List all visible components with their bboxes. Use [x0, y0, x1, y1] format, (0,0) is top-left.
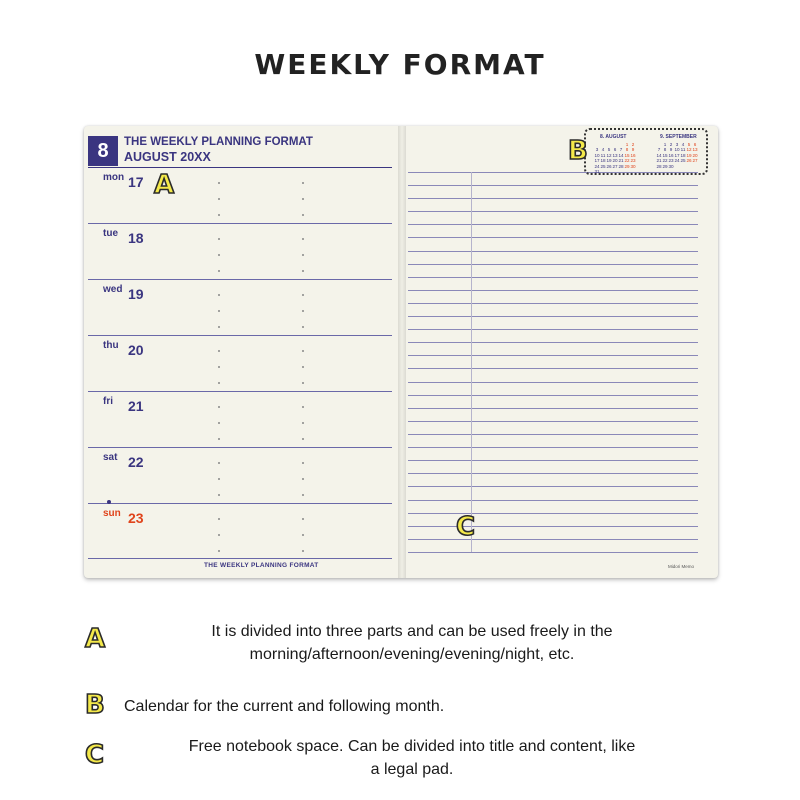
calendar-day: 22 — [662, 158, 668, 164]
time-dot — [218, 270, 220, 272]
calendar-day: 11 — [680, 147, 686, 153]
calendar-day: 23 — [668, 158, 674, 164]
calendar-day: 3 — [595, 147, 599, 153]
calendar-day: 1 — [663, 142, 667, 147]
planner-month-label: AUGUST 20XX — [124, 150, 211, 164]
calendar-grid-august — [594, 142, 636, 174]
calendar-day: 31 — [594, 169, 600, 175]
calendar-day: 7 — [657, 147, 661, 153]
time-dot — [218, 326, 220, 328]
footer-divider — [88, 558, 392, 559]
calendar-day: 18 — [600, 158, 606, 164]
time-dot — [302, 406, 304, 408]
legend-letter-b: B — [85, 690, 105, 720]
calendar-day: 9 — [669, 147, 673, 153]
time-dot — [218, 422, 220, 424]
time-dot — [302, 422, 304, 424]
calendar-day: 10 — [674, 147, 680, 153]
calendar-day: 3 — [675, 142, 679, 147]
day-name: mon — [103, 172, 125, 183]
ruled-line — [408, 382, 698, 383]
day-date: 20 — [128, 342, 144, 358]
ruled-line — [408, 368, 698, 369]
day-name: tue — [103, 228, 118, 239]
day-date: 18 — [128, 230, 144, 246]
notebook-spread — [84, 126, 718, 578]
day-date: 19 — [128, 286, 144, 302]
calendar-day: 5 — [607, 147, 611, 153]
time-dot — [302, 478, 304, 480]
time-dot — [302, 366, 304, 368]
calendar-day: 18 — [680, 152, 686, 158]
ruled-line — [408, 211, 698, 212]
legend-letter-a: A — [85, 624, 106, 654]
calendar-day: 1 — [625, 142, 629, 147]
ruled-line — [408, 421, 698, 422]
legend-text-b: Calendar for the current and following month. — [124, 698, 445, 715]
time-dot — [218, 366, 220, 368]
notebook-spine — [398, 126, 406, 578]
calendar-grid-september — [656, 142, 698, 169]
calendar-day: 29 — [662, 163, 668, 169]
calendar-day: 22 — [624, 158, 630, 164]
calendar-day: 17 — [674, 152, 680, 158]
day-date: 22 — [128, 454, 144, 470]
ruled-line — [408, 552, 698, 553]
time-dot — [218, 198, 220, 200]
time-dot — [218, 214, 220, 216]
calendar-day: 17 — [594, 158, 600, 164]
day-row-fri[interactable] — [88, 392, 392, 448]
day-row-mon[interactable] — [88, 168, 392, 224]
ruled-line — [408, 264, 698, 265]
calendar-day: 30 — [668, 163, 674, 169]
calendar-day: 15 — [624, 152, 630, 158]
time-dot — [218, 462, 220, 464]
calendar-day: 7 — [619, 147, 623, 153]
time-dot — [218, 238, 220, 240]
time-dot — [218, 550, 220, 552]
ruled-line — [408, 539, 698, 540]
day-date: 21 — [128, 398, 144, 414]
time-dot — [218, 310, 220, 312]
ruled-line — [408, 198, 698, 199]
calendar-day: 9 — [631, 147, 635, 153]
day-row-thu[interactable] — [88, 336, 392, 392]
legend-text-line: morning/afternoon/evening/evening/night, etc. — [249, 646, 575, 663]
calendar-day: 27 — [612, 163, 618, 169]
calendar-day: 13 — [692, 147, 698, 153]
time-dot — [218, 478, 220, 480]
time-dot — [218, 494, 220, 496]
time-dot — [302, 550, 304, 552]
ruled-line — [408, 460, 698, 461]
legend-text-c — [112, 735, 712, 781]
time-dot — [302, 494, 304, 496]
calendar-day: 24 — [674, 158, 680, 164]
marker-b: B — [568, 136, 588, 166]
time-dot — [302, 350, 304, 352]
calendar-day: 20 — [692, 152, 698, 158]
ruled-line — [408, 290, 698, 291]
time-dot — [218, 406, 220, 408]
calendar-day: 19 — [606, 158, 612, 164]
calendar-day: 19 — [686, 152, 692, 158]
holiday-mark — [107, 500, 111, 504]
time-dot — [302, 382, 304, 384]
calendar-day: 6 — [693, 142, 697, 147]
calendar-day: 5 — [687, 142, 691, 147]
calendar-day: 10 — [594, 152, 600, 158]
calendar-month-label: 9. SEPTEMBER — [660, 134, 697, 140]
day-name: thu — [103, 340, 119, 351]
ruled-line — [408, 408, 698, 409]
time-dot — [218, 534, 220, 536]
calendar-day: 23 — [630, 158, 636, 164]
time-dot — [218, 182, 220, 184]
time-dot — [218, 254, 220, 256]
calendar-day: 24 — [594, 163, 600, 169]
calendar-day: 6 — [613, 147, 617, 153]
month-number-badge: 8 — [88, 136, 118, 166]
calendar-day: 28 — [656, 163, 662, 169]
time-dot — [302, 254, 304, 256]
legend-letter-c: C — [85, 740, 105, 770]
time-dot — [302, 198, 304, 200]
calendar-day: 14 — [618, 152, 624, 158]
ruled-line — [408, 185, 698, 186]
calendar-day: 27 — [692, 158, 698, 164]
ruled-line — [408, 513, 698, 514]
notebook-margin-rule — [471, 172, 472, 552]
calendar-day: 30 — [630, 163, 636, 169]
day-row-sat[interactable] — [88, 448, 392, 504]
ruled-line — [408, 329, 698, 330]
ruled-line — [408, 486, 698, 487]
ruled-line — [408, 303, 698, 304]
calendar-day: 11 — [600, 152, 606, 158]
brand-mark: Midori Memo — [668, 564, 695, 569]
day-row-wed[interactable] — [88, 280, 392, 336]
calendar-day: 16 — [668, 152, 674, 158]
ruled-line — [408, 395, 698, 396]
calendar-day: 13 — [612, 152, 618, 158]
ruled-line — [408, 473, 698, 474]
calendar-month-label: 8. AUGUST — [600, 134, 627, 140]
time-dot — [302, 238, 304, 240]
time-dot — [302, 182, 304, 184]
ruled-line — [408, 500, 698, 501]
ruled-line — [408, 251, 698, 252]
calendar-day: 29 — [624, 163, 630, 169]
ruled-line — [408, 447, 698, 448]
day-row-tue[interactable] — [88, 224, 392, 280]
legend-text-a — [112, 620, 712, 666]
legend-text-line: It is divided into three parts and can be used freely in the — [211, 623, 613, 640]
time-dot — [302, 534, 304, 536]
time-dot — [302, 518, 304, 520]
time-dot — [218, 294, 220, 296]
day-date: 17 — [128, 174, 144, 190]
ruled-line — [408, 224, 698, 225]
calendar-day: 12 — [686, 147, 692, 153]
ruled-line — [408, 342, 698, 343]
calendar-day: 21 — [656, 158, 662, 164]
time-dot — [218, 518, 220, 520]
calendar-day: 25 — [600, 163, 606, 169]
calendar-day: 26 — [606, 163, 612, 169]
calendar-day: 2 — [669, 142, 673, 147]
page-title: WEEKLY FORMAT — [254, 48, 546, 81]
time-dot — [302, 438, 304, 440]
marker-a: A — [154, 170, 175, 200]
time-dot — [218, 382, 220, 384]
ruled-line — [408, 434, 698, 435]
marker-c: C — [456, 512, 476, 542]
ruled-line — [408, 237, 698, 238]
planner-footer: THE WEEKLY PLANNING FORMAT — [204, 562, 319, 569]
day-date: 23 — [128, 510, 144, 526]
legend-text-line: a legal pad. — [370, 761, 454, 778]
calendar-day: 28 — [618, 163, 624, 169]
calendar-day: 25 — [680, 158, 686, 164]
calendar-day: 16 — [630, 152, 636, 158]
time-dot — [302, 462, 304, 464]
calendar-day: 4 — [681, 142, 685, 147]
ruled-line — [408, 526, 698, 527]
day-name: sat — [103, 452, 118, 463]
calendar-day: 4 — [601, 147, 605, 153]
planner-title: THE WEEKLY PLANNING FORMAT — [124, 136, 313, 148]
time-dot — [302, 310, 304, 312]
day-name: wed — [103, 284, 123, 295]
calendar-day: 14 — [656, 152, 662, 158]
mini-calendar — [584, 128, 708, 175]
day-name: fri — [103, 396, 113, 407]
calendar-day: 15 — [662, 152, 668, 158]
calendar-day: 12 — [606, 152, 612, 158]
calendar-day: 20 — [612, 158, 618, 164]
ruled-line — [408, 277, 698, 278]
calendar-day: 21 — [618, 158, 624, 164]
ruled-line — [408, 355, 698, 356]
legend-text-line: Free notebook space. Can be divided into title and content, like — [188, 738, 636, 755]
calendar-day: 8 — [625, 147, 629, 153]
calendar-day: 8 — [663, 147, 667, 153]
calendar-day: 26 — [686, 158, 692, 164]
ruled-line — [408, 316, 698, 317]
day-row-sun[interactable] — [88, 504, 392, 560]
time-dot — [302, 326, 304, 328]
time-dot — [302, 294, 304, 296]
time-dot — [218, 438, 220, 440]
time-dot — [302, 214, 304, 216]
time-dot — [302, 270, 304, 272]
calendar-day: 2 — [631, 142, 635, 147]
time-dot — [218, 350, 220, 352]
day-name: sun — [103, 508, 121, 519]
